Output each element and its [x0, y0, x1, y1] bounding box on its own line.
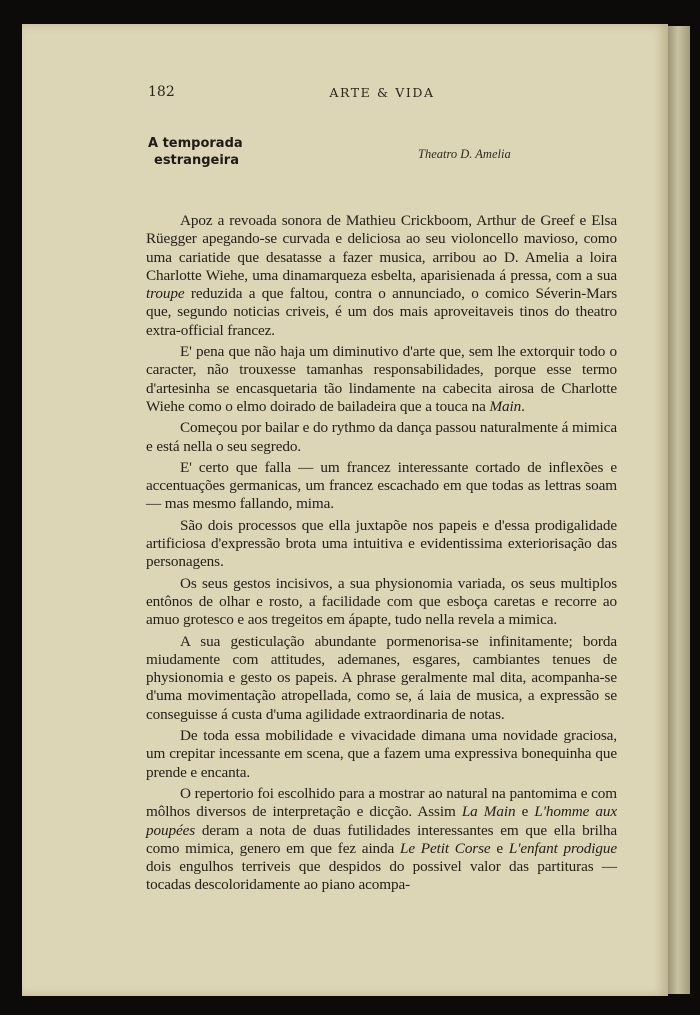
page-edge: [668, 26, 690, 994]
paragraph: [146, 419, 617, 456]
text-run: O repertorio foi escolhido para a mostrar ao natural na pantomima e com môlhos diversos de interpretação e dicção. Assim: [146, 784, 617, 821]
italic-title: Le Petit Corse: [400, 839, 491, 857]
paragraph: [146, 633, 617, 724]
paragraph: [146, 575, 617, 630]
text-run: E' certo que falla — um francez interessante cortado de inflexões e accentuações germanicas, um francez escachado em que todas as lettras soam — mas mesmo fallando, mima.: [146, 458, 617, 513]
text-run: Os seus gestos incisivos, a sua physionomia variada, os seus multiplos entônos de olhar e rosto, a facilidade com que esboça caretas e recorre ao amuo grotesco e aos tregeitos em ápарte, tudo nella revela a mimica.: [146, 574, 617, 629]
text-run: e: [490, 839, 509, 857]
paragraph: [146, 343, 617, 416]
paragraph: [146, 459, 617, 514]
venue-subtitle: Theatro D. Amelia: [418, 147, 511, 161]
article-body: [146, 212, 617, 898]
text-run: e: [515, 803, 535, 821]
italic-title: troupe: [146, 285, 185, 303]
section-heading-line2: estrangeira: [154, 153, 239, 168]
text-run: São dois processos que ella juxtapõe nos papeis e d'essa prodigalidade artificiosa d'expressão brota uma intuitiva e evidentissima exteriorisação das personagens.: [146, 516, 617, 571]
text-run: deram a nota de duas futilidades interessantes em que ella brilha como mimica, genero em que fez ainda: [146, 821, 617, 857]
italic-title: L'enfant prodigue: [508, 839, 617, 857]
running-title: ARTE & VIDA: [329, 85, 435, 100]
text-run: De toda essa mobilidade e vivacidade dimana uma novidade graciosa, um crepitar incessante em scena, que a fazem uma expressiva bonequinha que prende e encanta.: [146, 727, 617, 781]
text-run: .: [521, 397, 525, 415]
page-header: [148, 84, 616, 104]
section-heading: [148, 135, 258, 169]
text-run: Apoz a revoada sonora de Mathieu Crickboom, Arthur de Greef e Elsa Rüegger apegando-se curvada e deliciosa ao seu violoncello mavioso, como uma cariatide que desatasse a fazer musica, arribou ao D. Amelia a loira Charlotte Wiehe, uma dinamarqueza esbelta, aparisienada á pressa, com a sua: [146, 212, 617, 284]
text-run: dois engulhos terriveis que despidos do possivel valor das partituras — tocadas descoloridamente ao piano acompa-: [146, 858, 617, 894]
paragraph: [146, 727, 617, 782]
section-heading-line1: A temporada: [148, 136, 243, 151]
text-run: Começou por bailar e do rythmo da dança passou naturalmente á mimica e está nella o seu segredo.: [146, 419, 617, 455]
text-run: A sua gesticulação abundante pormenorisa-se infinitamente; borda miudamente com attitudes, ademanes, esgares, cambiantes tenues de physionomia e gesto os papeis. A phrase geralmente mal dita, acompanha-se d'uma movimentação atropellada, como se, á laia de musica, a expressão se conseguisse á custa d'uma agilidade extraordinaria de notas.: [146, 632, 617, 723]
italic-title: L'homme aux poupées: [146, 803, 617, 839]
page-number: 182: [148, 84, 175, 100]
italic-title: La Main: [461, 803, 516, 821]
italic-title: Main: [489, 397, 522, 415]
text-run: reduzida a que faltou, contra o annunciado, o comico Séverin-Mars que, segundo noticias criveis, é um dos mais aproveitaveis tinos do theatro extra-official francez.: [146, 285, 617, 339]
text-run: E' pena que não haja um diminutivo d'arte que, sem lhe extorquir todo o caracter, não trouxesse tamanhas responsabilidades, porque esse termo d'artesinha se encasquetaria tão lindamente na cabecita airosa de Charlotte Wiehe como o elmo doirado de bailadeira que a touca na: [146, 343, 617, 415]
paragraph: [146, 785, 617, 895]
paragraph: [146, 212, 617, 340]
paragraph: [146, 517, 617, 572]
